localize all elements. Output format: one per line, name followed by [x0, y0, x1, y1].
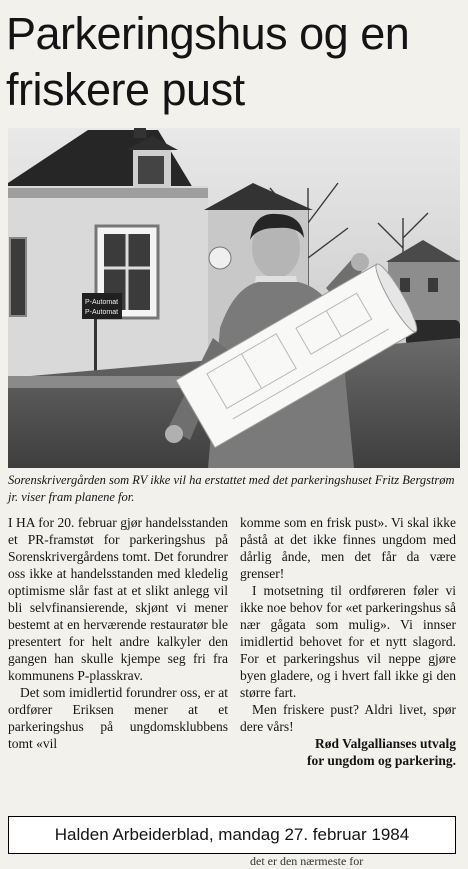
- source-label: Halden Arbeiderblad, mandag 27. februar 1984: [8, 816, 456, 854]
- photo-caption: Sorenskrivergården som RV ikke vil ha erstattet med det parkeringshuset Fritz Bergstrøm jr. viser fram planene for.: [8, 473, 455, 504]
- signature-subline: for ungdom og parkering.: [306, 753, 456, 768]
- paragraph: komme som en frisk pust». Vi skal ikke påstå at det ikke finnes ungdom med dårlig ånde, men det får da være grenser!: [240, 515, 456, 581]
- paragraph: Det som imidlertid forundrer oss, er at ordfører Eriksen mener at et parkeringshus på ungdomsklubbens tomt «vil: [8, 685, 228, 751]
- paragraph: Men friskere pust? Aldri livet, spør dere vårs!: [240, 702, 456, 734]
- column-left: [8, 514, 228, 752]
- headline: Parkeringshus og en friskere pust: [6, 8, 410, 115]
- sign-text-2: P-Automat: [85, 309, 119, 316]
- paragraph: I HA for 20. februar gjør handelsstanden et PR-framstøt for parkeringshus på Sorenskrivergårdens tomt. Det forundrer oss ikke at handelsstanden med kledelig optimisme slår fast at et slikt anlegg vil bli selvfinansierende, skjønt vi mener bestemt at en herværende restauratør ble presentert for helt andre kalkyler den gangen han skulle kjempe seg fri fra kommunens P-plasskrav.: [8, 515, 228, 683]
- column-right: [240, 514, 456, 769]
- cutoff-text: det er den nærmeste for: [250, 854, 364, 868]
- signature: Rød Valgallianses utvalg: [314, 736, 456, 751]
- sign-text-1: P-Automat: [85, 299, 119, 306]
- article-photo: [8, 128, 460, 468]
- paragraph: I motsetning til ordføreren føler vi ikke noe behov for «et parkeringshus så nær gågata som mulig». Vi innser imidlertid behovet for et nytt slagord. For et parkeringshus vil neppe gjøre byen gladere, og i hvert fall ikke gi den større fart.: [240, 583, 456, 700]
